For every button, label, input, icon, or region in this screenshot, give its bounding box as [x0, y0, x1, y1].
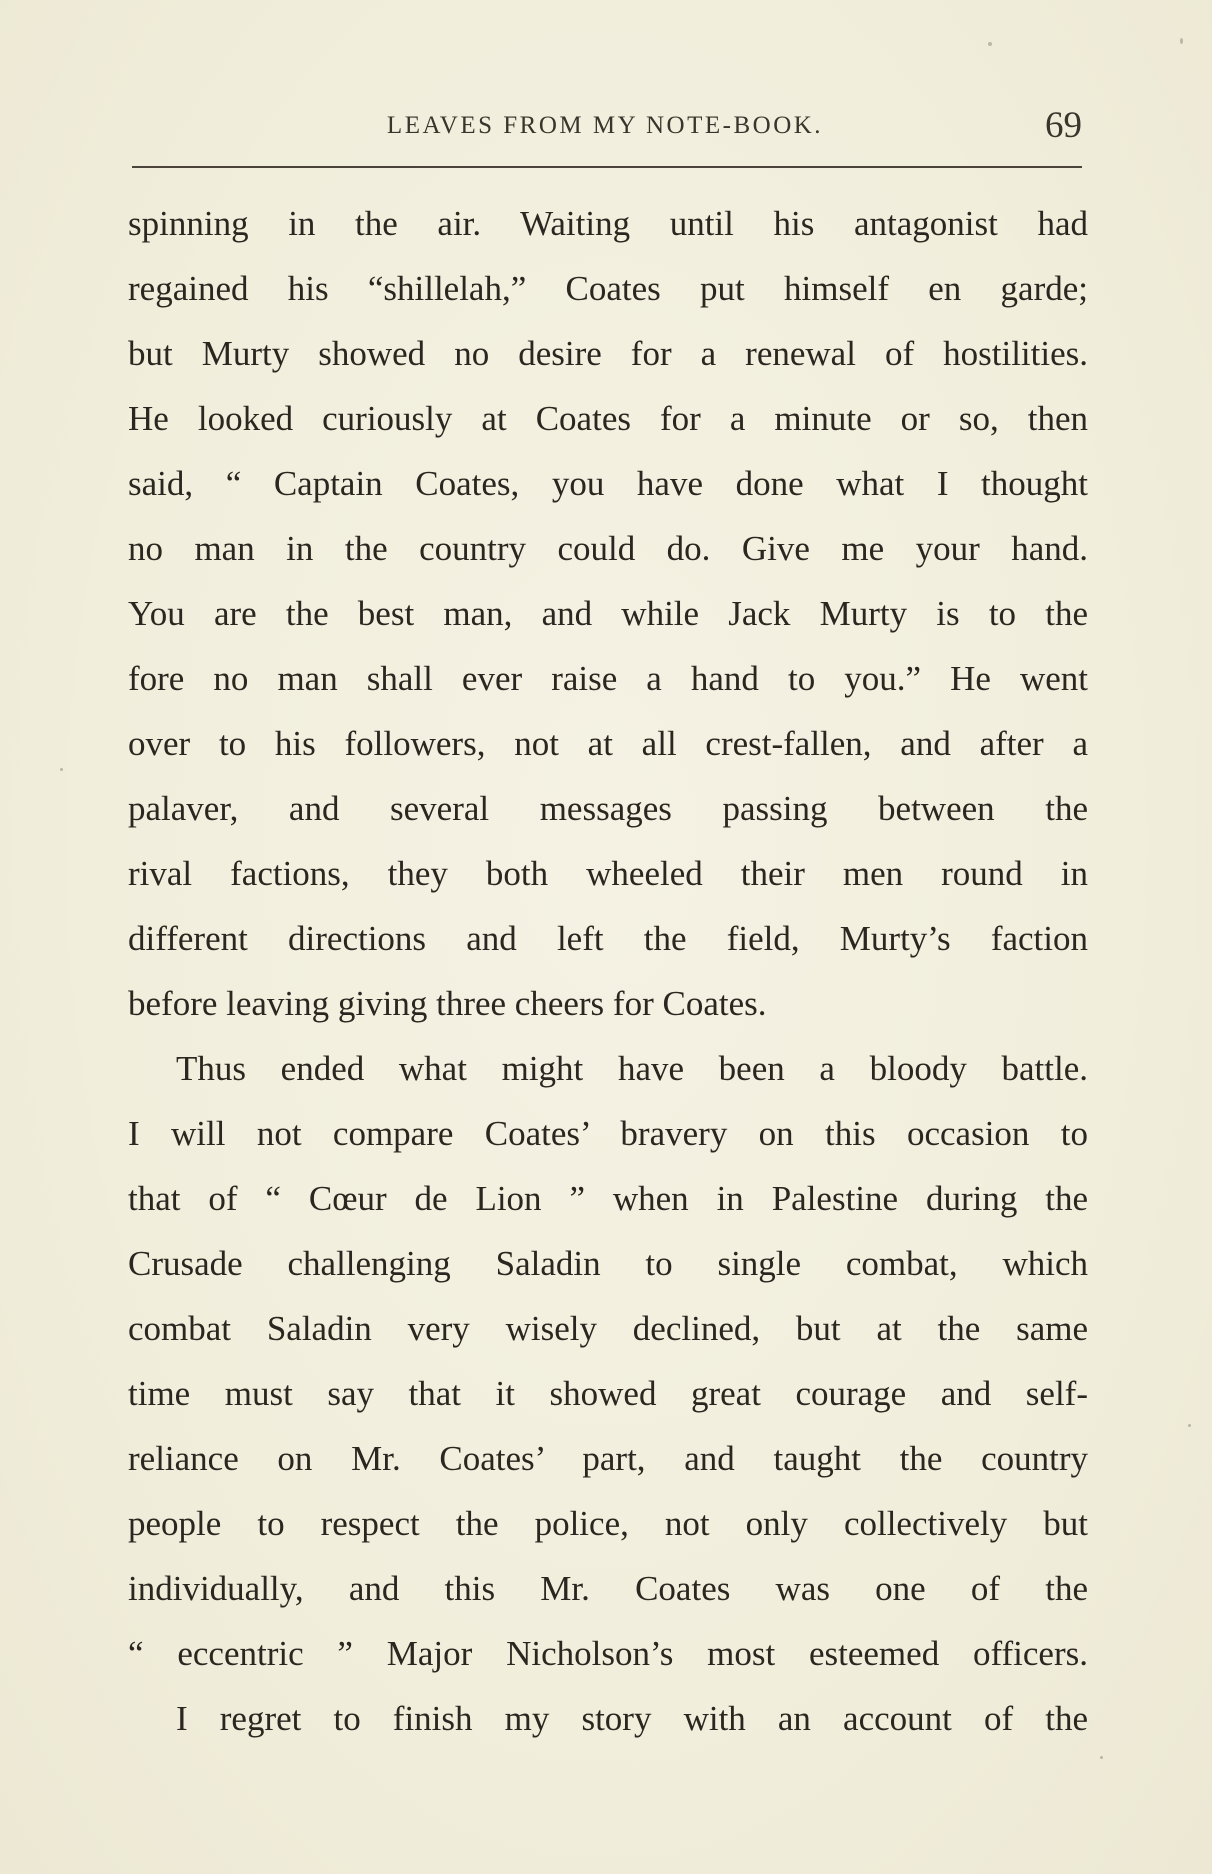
text-line: You are the best man, and while Jack Murty is to the [128, 594, 1088, 633]
text-line: I will not compare Coates’ bravery on this occasion to [128, 1114, 1088, 1153]
paper-speck [1180, 38, 1183, 44]
paragraph-end-line: before leaving giving three cheers for Coates. [128, 984, 767, 1023]
text-line: regained his “shillelah,” Coates put himself en garde; [128, 269, 1088, 308]
text-line: fore no man shall ever raise a hand to you.” He went [128, 659, 1088, 698]
text-line: time must say that it showed great courage and self- [128, 1374, 1088, 1413]
running-title: LEAVES FROM MY NOTE-BOOK. [386, 112, 824, 139]
paper-speck [60, 768, 63, 771]
running-head [128, 104, 1082, 148]
text-line: no man in the country could do. Give me your hand. [128, 529, 1088, 568]
text-line: palaver, and several messages passing between the [128, 789, 1088, 828]
text-line: reliance on Mr. Coates’ part, and taught the country [128, 1439, 1088, 1478]
text-line: people to respect the police, not only collectively but [128, 1504, 1088, 1543]
text-line: spinning in the air. Waiting until his antagonist had [128, 204, 1088, 243]
paper-speck [1100, 1756, 1103, 1759]
paragraph-start-line: I regret to finish my story with an account of the [176, 1699, 1088, 1738]
text-line: rival factions, they both wheeled their men round in [128, 854, 1088, 893]
text-line: but Murty showed no desire for a renewal of hostilities. [128, 334, 1088, 373]
text-line: that of “ Cœur de Lion ” when in Palestine during the [128, 1179, 1088, 1218]
body-text [128, 191, 1088, 1751]
text-line: Crusade challenging Saladin to single combat, which [128, 1244, 1088, 1283]
paragraph-start-line: Thus ended what might have been a bloody battle. [176, 1049, 1088, 1088]
text-line: He looked curiously at Coates for a minute or so, then [128, 399, 1088, 438]
header-rule [132, 166, 1082, 168]
paper-speck [1188, 1424, 1191, 1427]
page-number: 69 [1045, 105, 1082, 146]
text-line: different directions and left the field, Murty’s faction [128, 919, 1088, 958]
paper-speck [988, 42, 992, 46]
paragraph-end-line: “ eccentric ” Major Nicholson’s most esteemed officers. [128, 1634, 1088, 1673]
text-line: combat Saladin very wisely declined, but at the same [128, 1309, 1088, 1348]
text-line: over to his followers, not at all crest-fallen, and after a [128, 724, 1088, 763]
text-line: individually, and this Mr. Coates was one of the [128, 1569, 1088, 1608]
text-line: said, “ Captain Coates, you have done what I thought [128, 464, 1088, 503]
